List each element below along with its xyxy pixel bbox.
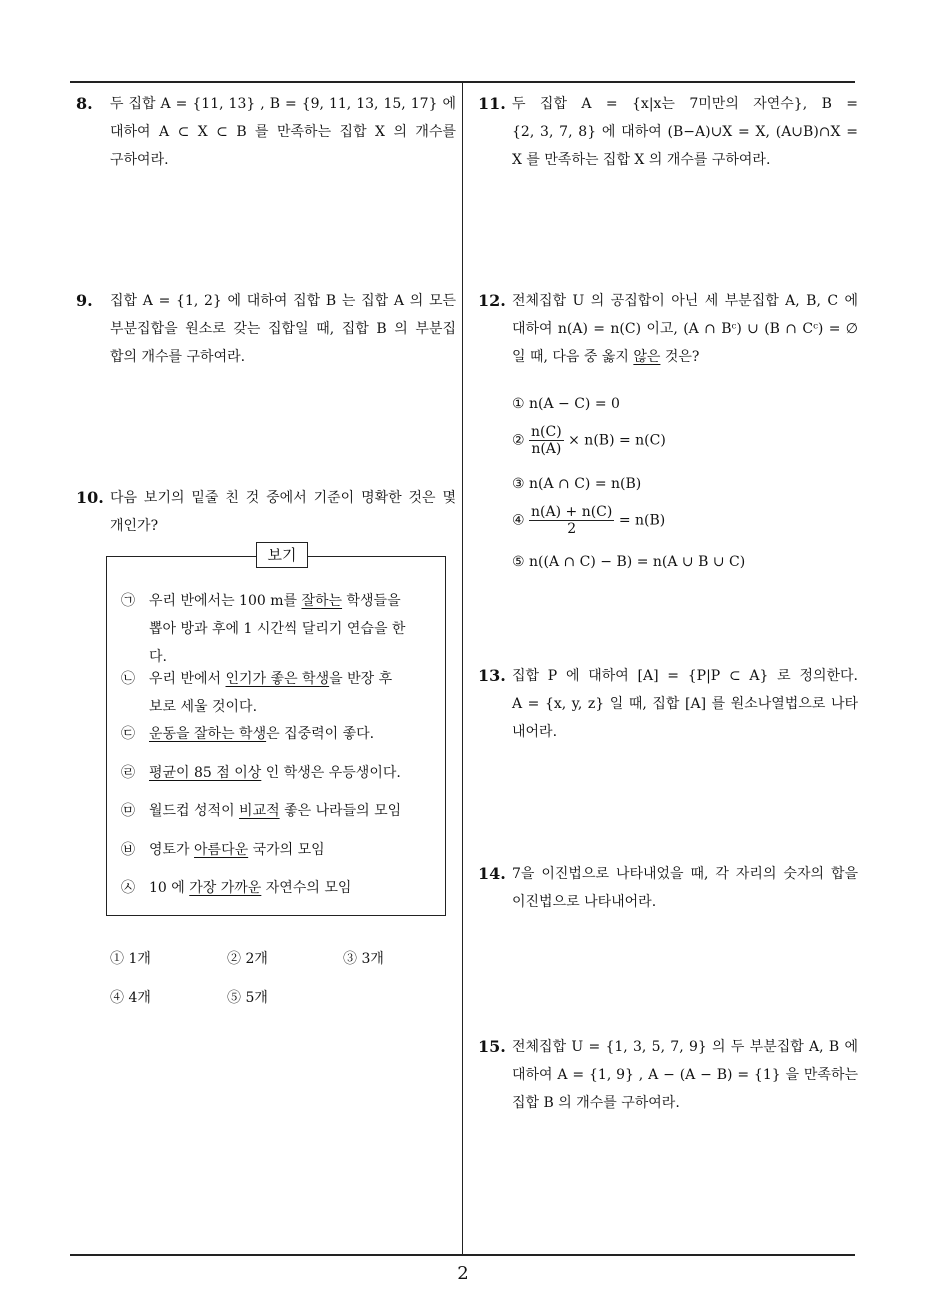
question-15 [478,1033,858,1117]
choice-4[interactable] [512,504,665,537]
underlined-text: 비교적 [239,803,280,819]
question-line: 내어라. [512,724,558,740]
question-10 [76,484,456,540]
underlined-text: 인기가 좋은 학생 [225,671,330,687]
question-line: 개인가? [110,518,159,534]
question-number: 9. [76,291,93,310]
item-text: 다. [149,649,167,665]
item-text: 영토가 [149,842,195,858]
question-line: A = {x, y, z} 일 때, 집합 [A] 를 원소나열법으로 나타 [512,696,858,712]
example-item [121,720,427,748]
choice-text: = n(B) [618,512,666,529]
denominator: 2 [567,521,577,537]
choice-mark: ② [512,432,525,449]
question-line: 집합 B 의 개수를 구하여라. [512,1095,680,1111]
question-number: 10. [76,488,104,507]
item-mark: ㉢ [121,726,135,742]
question-13 [478,662,858,746]
item-text: 은 집중력이 좋다. [266,726,375,742]
example-item [121,836,427,864]
numerator: n(C) [531,424,562,440]
question-9 [76,287,456,371]
question-number: 14. [478,864,506,883]
question-12 [478,287,858,371]
example-item [121,759,427,787]
question-line: 전체집합 U = {1, 3, 5, 7, 9} 의 두 부분집합 A, B 에 [512,1039,858,1055]
underlined-text: 아름다운 [194,842,249,858]
bottom-rule [70,1254,855,1256]
item-text: 인 학생은 우등생이다. [261,765,401,781]
question-number: 8. [76,94,93,113]
question-line: 다음 보기의 밑줄 친 것 중에서 기준이 명확한 것은 몇 [110,490,456,506]
underlined-text: 잘하는 [301,593,343,609]
question-number: 13. [478,666,506,685]
question-number: 12. [478,291,506,310]
choice-5[interactable]: ⑤ 5개 [227,990,268,1006]
choice-mark: ④ [512,512,525,529]
question-line: 집합 P 에 대하여 [A] = {P|P ⊂ A} 로 정의한다. [512,668,858,684]
question-11 [478,90,858,174]
item-text: 10 에 [149,880,190,896]
choice-3[interactable]: ③ 3개 [343,951,384,967]
example-item [121,874,427,902]
question-line: 구하여라. [110,152,169,168]
choice-text: × n(B) = n(C) [568,432,666,449]
choice-1[interactable]: ① 1개 [110,951,151,967]
question-number: 15. [478,1037,506,1056]
question-line: 합의 개수를 구하여라. [110,349,246,365]
question-line: 이진법으로 나타내어라. [512,894,657,910]
question-line: {2, 3, 7, 8} 에 대하여 (B−A)∪X = X, (A∪B)∩X = [512,124,858,140]
fraction [529,424,564,457]
choice-1[interactable]: ① n(A − C) = 0 [512,396,620,412]
item-text: 을 반장 후 [329,671,393,687]
item-text: 학생들을 [342,593,401,609]
question-line: 부분집합을 원소로 갖는 집합일 때, 집합 B 의 부분집 [110,321,456,337]
question-line: 전체집합 U 의 공집합이 아닌 세 부분집합 A, B, C 에 [512,293,858,309]
item-text: 뽑아 방과 후에 1 시간씩 달리기 연습을 한 [149,621,406,637]
question-14 [478,860,858,916]
example-item [121,797,427,825]
underlined-text: 평균이 85 점 이상 [149,765,262,781]
item-text: 자연수의 모임 [261,880,352,896]
column-divider [462,81,463,1255]
item-text: 월드컵 성적이 [149,803,240,819]
question-text: 것은? [660,349,700,365]
question-line: 대하여 A ⊂ X ⊂ B 를 만족하는 집합 X 의 개수를 [110,124,456,140]
choice-2[interactable] [512,424,666,457]
fraction [529,504,614,537]
choice-2[interactable]: ② 2개 [227,951,268,967]
question-number: 11. [478,94,506,113]
item-text: 우리 반에서 [149,671,226,687]
item-mark: ㉣ [121,765,135,781]
choice-4[interactable]: ④ 4개 [110,990,151,1006]
question-line [512,343,858,371]
question-line: 7을 이진법으로 나타내었을 때, 각 자리의 숫자의 합을 [512,866,858,882]
underlined-text: 가장 가까운 [189,880,262,896]
question-8 [76,90,456,174]
question-line: 집합 A = {1, 2} 에 대하여 집합 B 는 집합 A 의 모든 [110,293,456,309]
question-line: 대하여 A = {1, 9} , A − (A − B) = {1} 을 만족하는 [512,1067,858,1083]
choice-3[interactable]: ③ n(A ∩ C) = n(B) [512,476,642,492]
item-mark: ㉠ [121,593,135,609]
example-item [121,665,427,721]
question-line: 대하여 n(A) = n(C) 이고, (A ∩ Bᶜ) ∪ (B ∩ Cᶜ) = ∅ [512,321,858,337]
underlined-text: 운동을 잘하는 학생 [149,726,267,742]
underlined-text: 않은 [633,349,661,365]
example-box-title: 보기 [256,542,308,568]
item-text: 국가의 모임 [248,842,325,858]
question-line: X 를 만족하는 집합 X 의 개수를 구하여라. [512,152,771,168]
item-text: 우리 반에서는 100 m를 [149,593,302,609]
question-text: 일 때, 다음 중 옳지 [512,349,634,365]
numerator: n(A) + n(C) [531,504,613,520]
item-text: 좋은 나라들의 모임 [279,803,402,819]
item-mark: ㉥ [121,842,135,858]
denominator: n(A) [531,441,562,457]
choice-5[interactable]: ⑤ n((A ∩ C) − B) = n(A ∪ B ∪ C) [512,554,746,570]
example-item [121,587,427,671]
page-number: 2 [457,1263,469,1284]
item-mark: ㉦ [121,880,135,896]
item-mark: ㉤ [121,803,135,819]
item-text: 보로 세울 것이다. [149,699,258,715]
example-box [106,556,446,916]
item-mark: ㉡ [121,671,135,687]
question-line: 두 집합 A = {11, 13} , B = {9, 11, 13, 15, 17} 에 [110,96,456,112]
question-line: 두 집합 A = {x|x는 7미만의 자연수}, B = [512,96,858,112]
